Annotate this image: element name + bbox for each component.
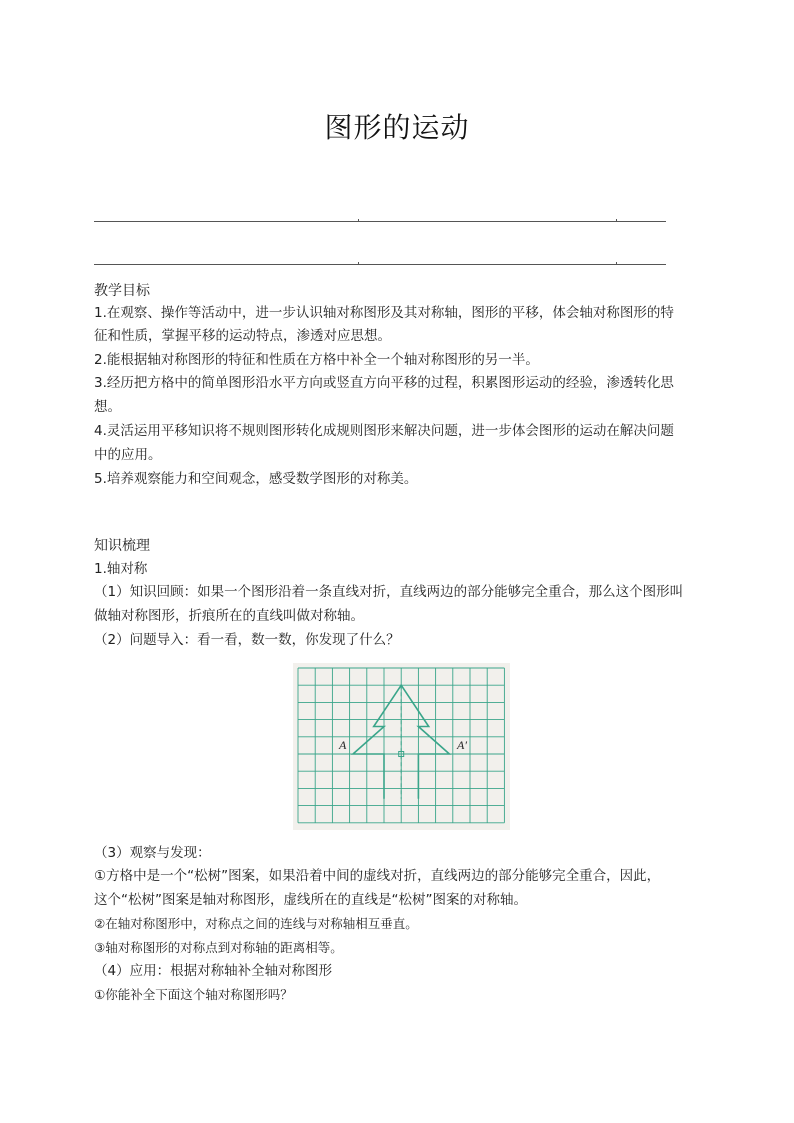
blank-line-1: [94, 221, 666, 222]
objective-line: 想。: [94, 399, 121, 415]
observe-text: ③轴对称图形的对称点到对称轴的距离相等。: [94, 940, 343, 955]
grid-svg: [293, 663, 510, 830]
objective-line: 2.能根据轴对称图形的特征和性质在方格中补全一个轴对称图形的另一半。: [94, 352, 539, 368]
intro-text: （2）问题导入：看一看，数一数，你发现了什么？: [94, 632, 400, 648]
observe-heading: （3）观察与发现：: [94, 845, 211, 861]
apply-heading: （4）应用：根据对称轴补全轴对称图形: [94, 963, 333, 979]
objectives-heading: 教学目标: [94, 283, 150, 299]
knowledge-heading: 知识梳理: [94, 538, 150, 554]
objective-line: 1.在观察、操作等活动中，进一步认识轴对称图形及其对称轴，图形的平移，体会轴对称图形的特: [94, 305, 674, 321]
objective-line: 4.灵活运用平移知识将不规则图形转化成规则图形来解决问题，进一步体会图形的运动在解决问题: [94, 423, 674, 439]
grid-lines: [298, 668, 504, 823]
subsection-title: 1.轴对称: [94, 561, 148, 577]
objective-line: 3.经历把方格中的简单图形沿水平方向或竖直方向平移的过程，积累图形运动的经验，渗透转化思: [94, 375, 674, 391]
objective-line: 中的应用。: [94, 447, 162, 463]
pine-tree-grid-figure: [293, 663, 510, 830]
observe-text: ②在轴对称图形中，对称点之间的连线与对称轴相互垂直。: [94, 916, 418, 931]
observe-text: 这个“松树”图案是轴对称图形，虚线所在的直线是“松树”图案的对称轴。: [94, 892, 527, 908]
objective-line: 5.培养观察能力和空间观念，感受数学图形的对称美。: [94, 471, 418, 487]
objective-line: 征和性质，掌握平移的运动特点，渗透对应思想。: [94, 328, 391, 344]
blank-line-2: [94, 264, 666, 265]
point-a-prime-label: A′: [457, 738, 467, 752]
review-text: 做轴对称图形，折痕所在的直线叫做对称轴。: [94, 608, 364, 624]
observe-text: ①方格中是一个“松树”图案，如果沿着中间的虚线对折，直线两边的部分能够完全重合，因此，: [94, 868, 661, 884]
point-a-label: A: [339, 738, 347, 752]
page-title: 图形的运动: [324, 111, 470, 144]
apply-text: ①你能补全下面这个轴对称图形吗？: [94, 987, 293, 1002]
review-text: （1）知识回顾：如果一个图形沿着一条直线对折，直线两边的部分能够完全重合，那么这个图形叫: [94, 584, 684, 600]
